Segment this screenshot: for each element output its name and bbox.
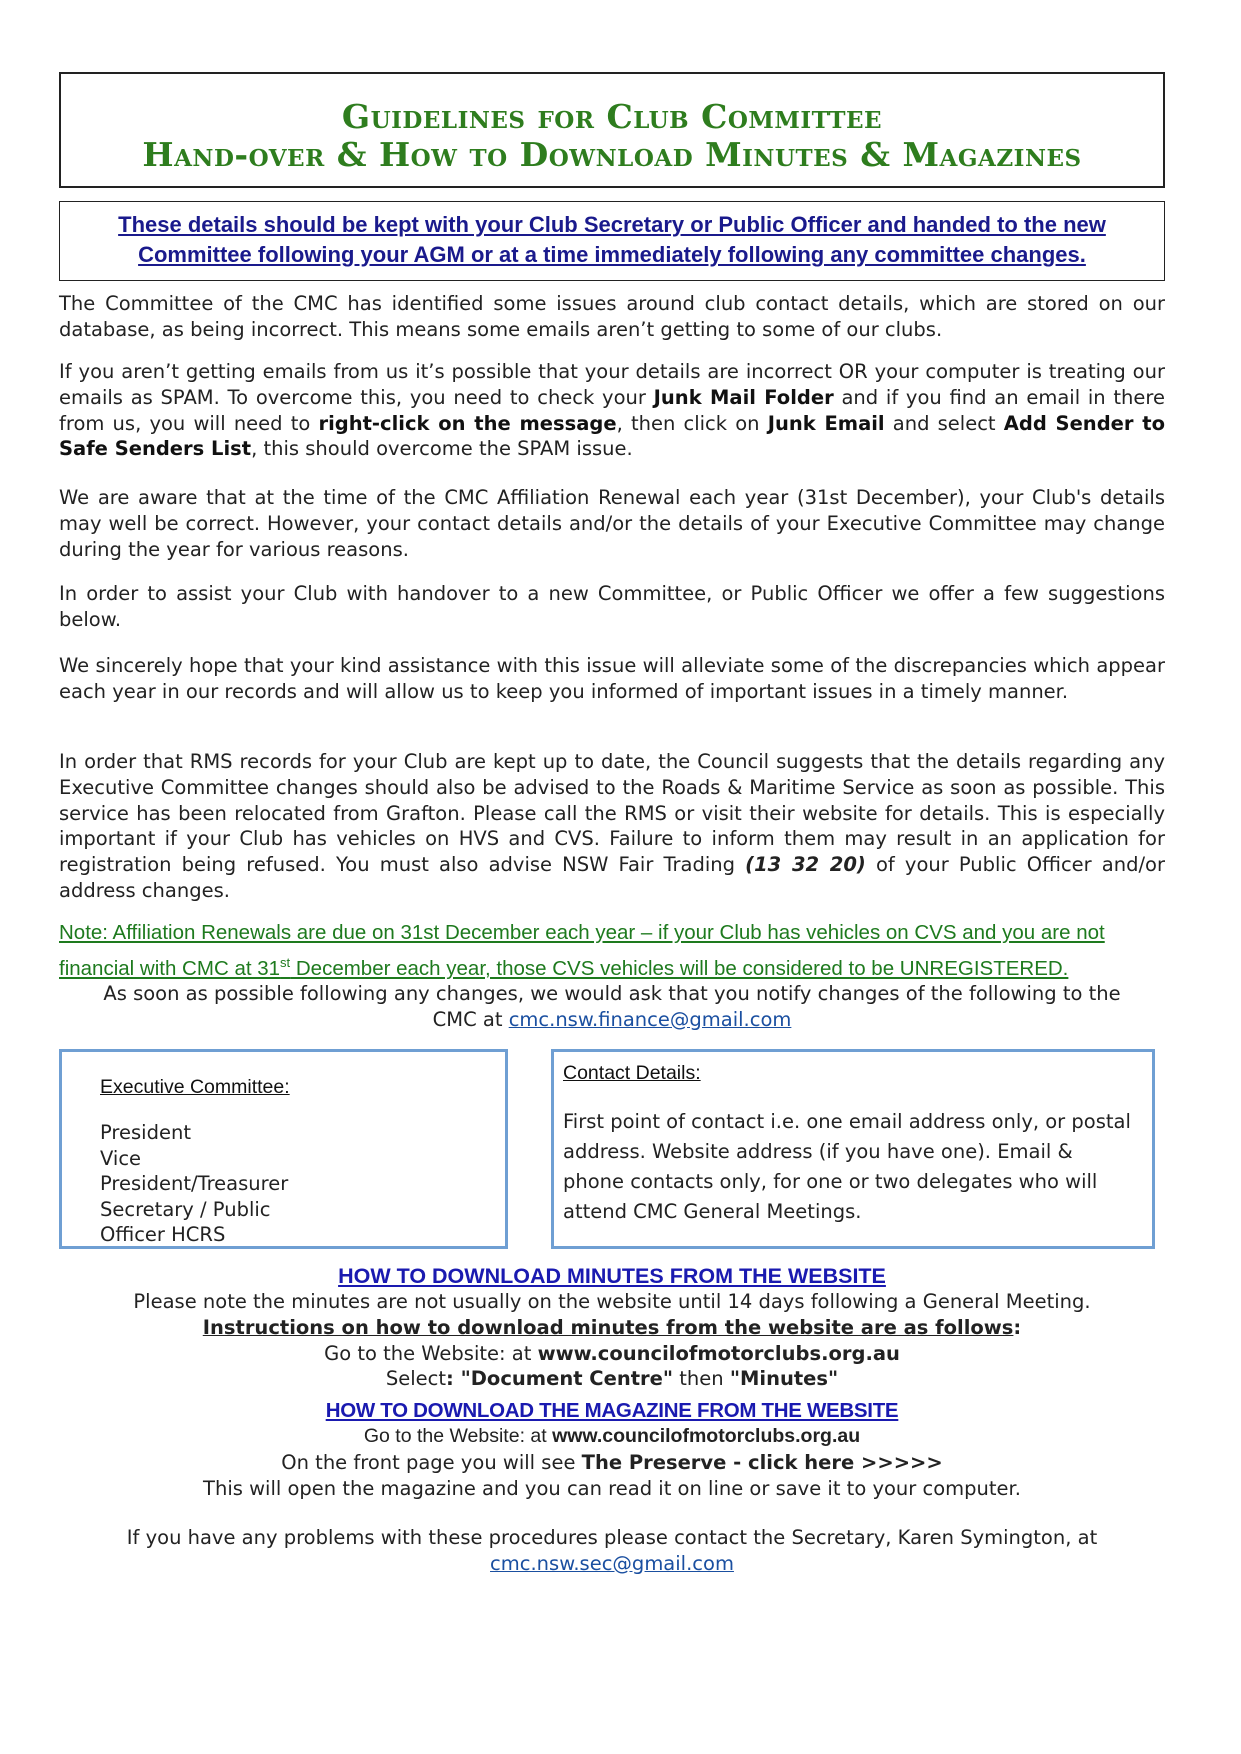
- minutes-section: [59, 1263, 1165, 1392]
- subtitle-box: [59, 201, 1165, 281]
- paragraph-1: The Committee of the CMC has identified some issues around club contact details, which are stored on our database, as being incorrect. This means some emails aren’t getting to some of our clubs.: [59, 292, 1165, 341]
- minutes-goto-prefix: Go to the Website: at: [324, 1341, 538, 1365]
- notify-line-1: As soon as possible following any changes, we would ask that you notify changes of the following to the: [103, 982, 1121, 1005]
- p2-text-c: and if you find an email in there from us, you will need to: [59, 385, 1165, 435]
- paragraph-4: In order to assist your Club with handover to a new Committee, or Public Officer we offer a few suggestions below.: [59, 582, 1165, 631]
- magazine-front-page: [59, 1450, 1165, 1476]
- minutes-heading: HOW TO DOWNLOAD MINUTES FROM THE WEBSITE: [338, 1264, 886, 1288]
- secretary-email-link[interactable]: cmc.nsw.sec@gmail.com: [490, 1551, 734, 1575]
- paragraph-3: We are aware that at the time of the CMC Affiliation Renewal each year (31st December), your Club's details may well be correct. However, your contact details and/or the details of your Executive Committee may change during the year for various reasons.: [59, 486, 1165, 561]
- finance-email-link[interactable]: cmc.nsw.finance@gmail.com: [508, 1007, 792, 1031]
- role-item: President: [100, 1121, 191, 1144]
- contact-footer: [59, 1525, 1165, 1577]
- contact-details-heading: Contact Details:: [563, 1062, 701, 1084]
- select-then: then: [673, 1367, 730, 1391]
- contact-footer-text: If you have any problems with these procedures please contact the Secretary, Karen Symington, at: [126, 1526, 1098, 1549]
- notify-text: [59, 981, 1165, 1033]
- paragraph-5: We sincerely hope that your kind assistance with this issue will alleviate some of the discrepancies which appear each year in our records and will allow us to keep you informed of important issues in a timely manner.: [59, 654, 1165, 703]
- select-document-centre: : "Document Centre": [446, 1367, 674, 1391]
- title-line-2: Hand-over & How to Download Minutes & Magazines: [142, 135, 1082, 174]
- select-prefix: Select: [385, 1367, 446, 1391]
- note-text-a: Note: Affiliation Renewals are due on 31st December each year – if your Club has vehicles on CVS and you are not financial with CMC at 31: [59, 921, 1105, 980]
- minutes-instructions: [59, 1315, 1165, 1341]
- p2-text-g: and select: [884, 411, 1004, 435]
- note-text-b: December each year, those CVS vehicles will be considered to be UNREGISTERED.: [290, 956, 1069, 980]
- subtitle-line-1: These details should be kept with your Club Secretary or Public Officer and handed to the new: [118, 212, 1106, 237]
- paragraph-2: [59, 359, 1165, 462]
- subtitle-line-2: Committee following your AGM or at a time immediately following any committee changes.: [138, 242, 1086, 267]
- minutes-goto: [59, 1341, 1165, 1367]
- notify-prefix: CMC at: [432, 1007, 509, 1031]
- magazine-goto: [59, 1424, 1165, 1450]
- p2-safe-senders: Add Sender to Safe Senders List: [59, 411, 1165, 461]
- front-page-prefix: On the front page you will see: [281, 1450, 582, 1474]
- p6-text-a: In order that RMS records for your Club are kept up to date, the Council suggests that the details regarding any Executive Committee changes should also be advised to the Roads & Maritime Service as soon as possible. This service has been relocated from Grafton. Please call the RMS or visit their website for details. This is especially important if your Club has vehicles on HVS and CVS. Failure to inform them may result in an application for registration being refused. You must also advise NSW Fair Trading: [59, 750, 1165, 877]
- notify-line-2: [59, 1007, 1165, 1033]
- executive-committee-heading: Executive Committee:: [100, 1076, 290, 1098]
- minutes-note: Please note the minutes are not usually on the website until 14 days following a General Meeting.: [133, 1290, 1091, 1313]
- minutes-website: www.councilofmotorclubs.org.au: [537, 1341, 900, 1365]
- title-box: [59, 72, 1165, 188]
- magazine-section: [59, 1398, 1165, 1501]
- p2-text-e: , then click on: [616, 411, 768, 435]
- p6-phone: (13 32 20): [745, 853, 866, 877]
- executive-roles-list: [100, 1120, 330, 1248]
- note-sup: st: [280, 955, 291, 970]
- p2-text-a: If you aren’t getting emails from us it’s possible that your details are incorrect OR your computer is treating our emails as SPAM. To overcome this, you need to check your: [59, 360, 1165, 409]
- minutes-instructions-text: Instructions on how to download minutes from the website are as follows: [202, 1315, 1014, 1339]
- preserve-click-here: The Preserve - click here >>>>>: [581, 1450, 943, 1474]
- title-line-1: Guidelines for Club Committee: [341, 97, 883, 136]
- p6-text-c: of your Public Officer and/or address changes.: [59, 853, 1166, 902]
- executive-committee-box: [59, 1049, 508, 1249]
- p2-right-click: right-click on the message: [318, 411, 617, 435]
- magazine-website: www.councilofmotorclubs.org.au: [552, 1425, 861, 1447]
- paragraph-6: [59, 749, 1165, 904]
- contact-details-box: [551, 1049, 1155, 1249]
- select-minutes: "Minutes": [729, 1367, 839, 1391]
- p2-text-i: , this should overcome the SPAM issue.: [251, 437, 633, 461]
- p2-junk-folder: Junk Mail Folder: [653, 385, 834, 409]
- magazine-goto-prefix: Go to the Website: at: [363, 1425, 553, 1447]
- p2-junk-email: Junk Email: [767, 411, 885, 435]
- magazine-heading: HOW TO DOWNLOAD THE MAGAZINE FROM THE WEBSITE: [325, 1399, 899, 1422]
- minutes-instructions-colon: :: [1013, 1315, 1022, 1339]
- role-item: Secretary / Public Officer HCRS: [100, 1197, 271, 1246]
- contact-details-text: First point of contact i.e. one email address only, or postal address. Website address (if you have one). Email & phone contacts only, for one or two delegates who will attend CMC General Meetings.: [563, 1110, 1131, 1223]
- minutes-select: [59, 1366, 1165, 1392]
- role-item: Vice President/Treasurer: [100, 1146, 289, 1195]
- magazine-open-text: This will open the magazine and you can read it on line or save it to your computer.: [203, 1476, 1021, 1500]
- affiliation-note: [59, 918, 1165, 984]
